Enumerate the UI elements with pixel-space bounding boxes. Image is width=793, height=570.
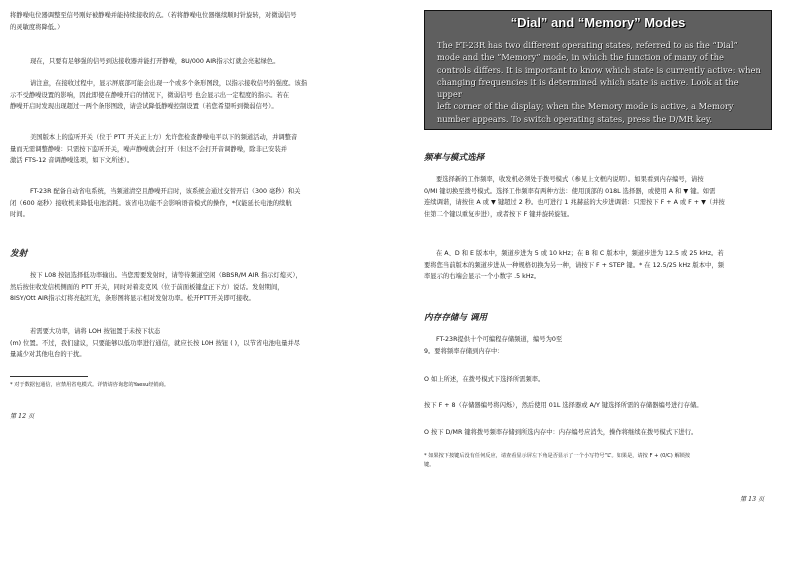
paragraph-memory-intro: FT-23R提供十个可编程存储频道，编号为0至 9。要将频率存储到内存中： [424, 336, 563, 355]
footnote: * 如果按下按键后没有任何反应，请查看显示屏左下角是否显示了一个小写符号“L”。如果是，请按 F + (0/C) 解锁按 键。 [424, 453, 691, 468]
footnote: * 对于数据包通信，应禁用省电模式。详情请咨询您的Yaesu经销商。 [10, 382, 170, 388]
heading-frequency-mode-selection: 频率与模式选择 [424, 153, 485, 163]
footnote-rule [10, 376, 88, 377]
paragraph-battery-saver: FT-23R 配备自动省电系统，当频道清空且静噪开启时，该系统会通过交替开启（300 毫秒）和关 闭（600 毫秒）接收机来降低电池消耗。该省电功能不会影响语音模式的操作，*仅能延长电池的续航 时间。 [10, 188, 301, 219]
info-box-title: “Dial” and “Memory” Modes [510, 15, 686, 30]
right-page [400, 0, 793, 570]
memory-step-3: O 按下 D/MR 键将拨号频率存储到所选内存中：内存编号应消失，操作将继续在拨号模式下进行。 [424, 429, 698, 436]
paragraph-frequency-selection: 要选择新的工作频率，收发机必须处于拨号模式（参见上文框内说明）。如果看到内存编号，请按 0/MI 键切换至拨号模式。选择工作频率有两种方法：使用顶部的 018L 选择器，或使用 A 和 ▼ 键。如需 连续调谐，请按住 A 或 ▼ 键超过 2 秒。也可进行 1 兆赫兹的大步进调谐：只需按下 F + A 或 F + ▼（并按 住第二个键以重复步进），或者按下 F 键并旋转旋钮。 [424, 176, 725, 218]
page-number: 第 12 页 [10, 413, 35, 420]
paragraph-monitor-switch: 美国版本上的监听开关（位于 PTT 开关正上方）允许您检查静噪电平以下的频道活动，并调整音 量而无需调整静噪：只需按下监听开关，噪声静噪就会打开（但这不会打开音调静噪，除非已安装并 激活 FTS-12 音调静噪选项，如下文所述）。 [10, 134, 298, 165]
paragraph-high-power: 若需要大功率，请将 LOH 按钮置于未按下状态 (m) 位置。不过，我们建议，只要能够以低功率进行通信，就应长按 L0H 按钮 ( )，以节省电池电量并尽 量减少对其他电台的干扰。 [10, 328, 301, 359]
page-number: 第 13 页 [740, 496, 765, 503]
paragraph-signal-bargraph: 请注意，在接收过程中，显示屏底部可能会出现一个或多个条形图段，以指示接收信号的强度。该指 示不受静噪设置的影响，因此即使在静噪开启的情况下，微弱信号 也会显示出一定程度的指示。若在 静噪开启时发现出现超过一两个条形图段，请尝试降低静噪控制设置（若您希望听到微弱信号）。 [10, 80, 308, 111]
info-box-text: The FT-23R has two different operating states, referred to as the “Dial” mode and the “Memory” mode, in which the function of many of the controls differs. It is important to know which state is currently active: when changing frequencies it is determined which state is active. Look at the upper left corner of the display; when the Memory mode is active, a Memory number appears. To switch operating states, press the D/MR key. [437, 40, 761, 124]
heading-transmit: 发射 [10, 249, 28, 259]
paragraph-squelch-adjust: 将静噪电位器调整至信号刚好被静噪并能持续接收的点。（若将静噪电位器继续顺时针旋转，对微弱信号 的灵敏度将降低。） [10, 12, 297, 31]
dial-memory-info-box [424, 10, 772, 130]
memory-step-1: O 如上所述，在拨号模式下选择所需频率。 [424, 376, 545, 383]
paragraph-channel-steps: 在 A、D 和 E 版本中，频道步进为 5 或 10 kHz；在 B 和 C 版本中，频道步进为 12.5 或 25 kHz。若 要将您当前版本的频道步进从一种规格切换为另一种，请按下 F + STEP 键。* 在 12.5/25 kHz 版本中，频 率显示的右端会显示一个小数字 .5 kHz。 [424, 250, 724, 281]
heading-memory-storage: 内存存储与 调用 [424, 313, 488, 323]
paragraph-transmit-procedure: 按下 L08 按钮选择低功率输出。当您需要发射时，请等待频道空闲（BBSR/M AIR 指示灯熄灭）， 然后按住收发信机侧面的 PTT 开关，同时对着麦克风（位于前面板键盘正下方）说话。发射期间， 8ISY/Ott AIR指示灯将亮起红光，条形图将显示相对发射功率。松开PTT开关即可接收。 [10, 272, 302, 303]
left-page [0, 0, 395, 570]
memory-step-2: 按下 F + 8（存储器编号将闪烁），然后使用 01L 选择器或 A/Y 键选择所需的存储器编号进行存储。 [424, 402, 703, 409]
paragraph-busy-indicator: 现在，只要有足够强的信号到达接收器并能打开静噪，8U/000 AIR指示灯就会亮起绿色。 [30, 58, 280, 65]
